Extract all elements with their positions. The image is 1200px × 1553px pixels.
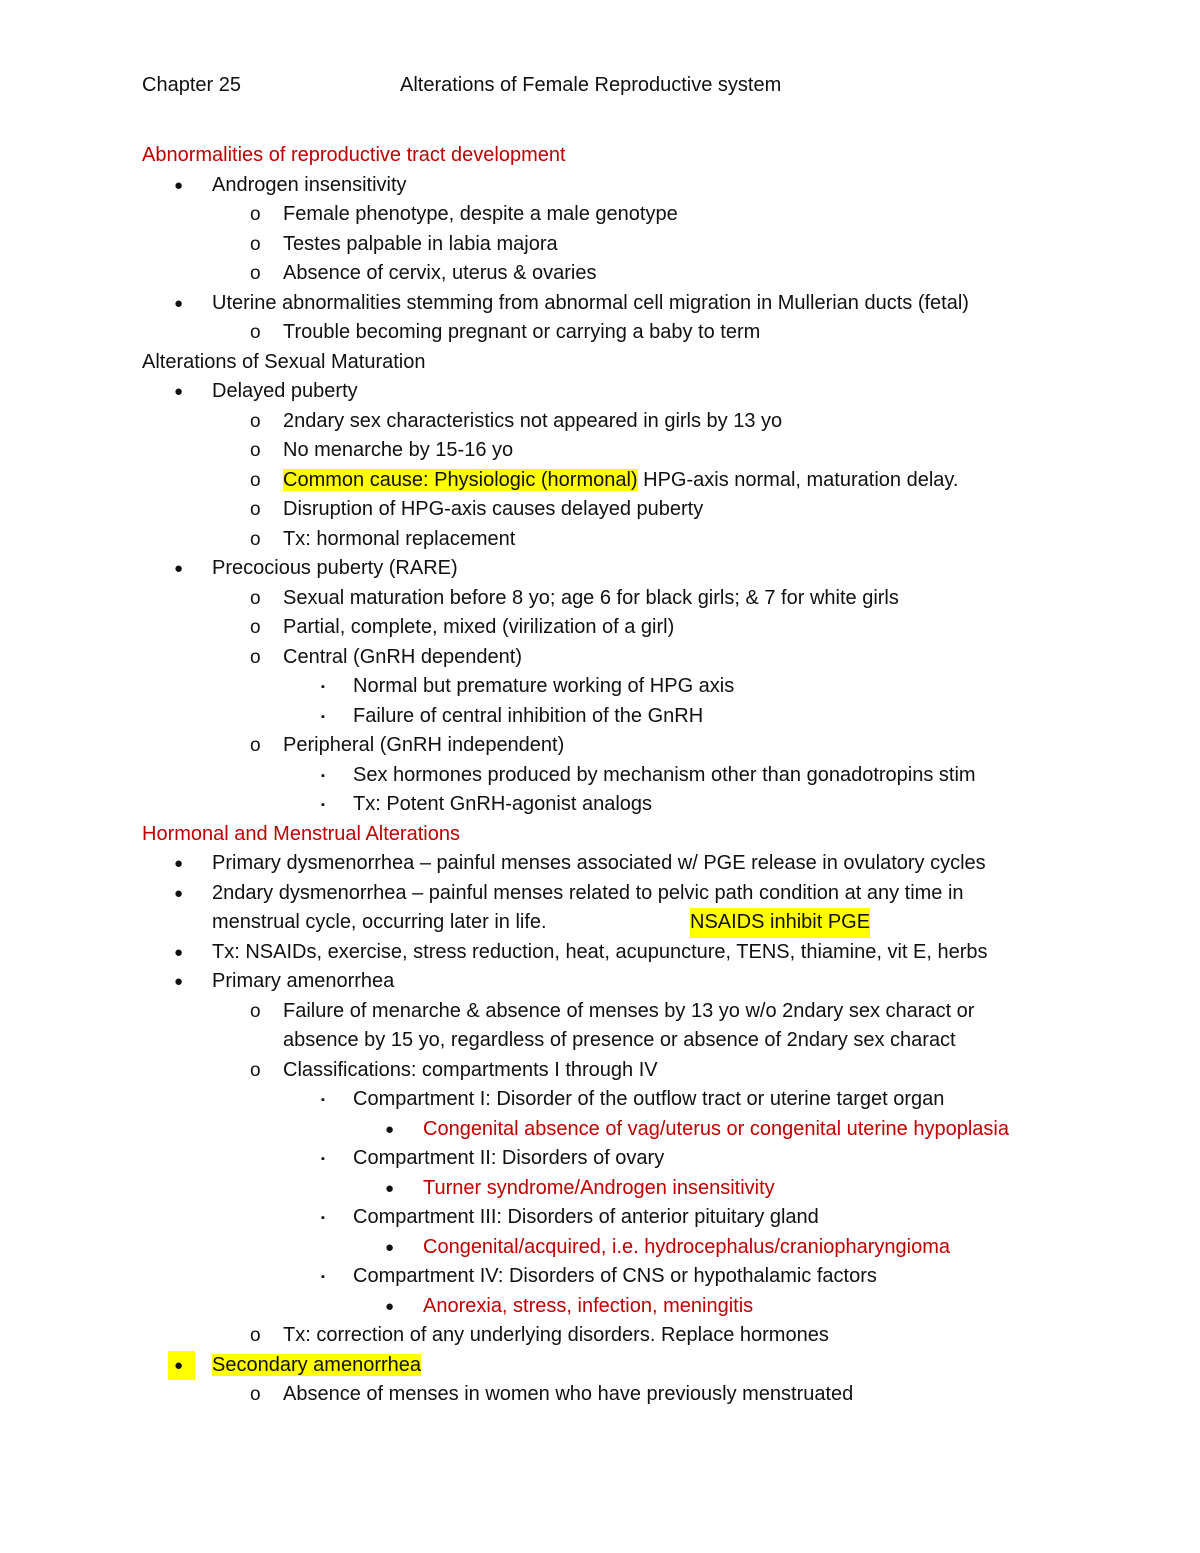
bullet-icon: ▪ — [321, 681, 325, 693]
bullet-icon: ● — [385, 1179, 395, 1197]
line-text: Disruption of HPG-axis causes delayed puberty — [283, 498, 704, 520]
bullet-icon: ▪ — [321, 1271, 325, 1283]
line-text: Secondary amenorrhea — [212, 1353, 422, 1376]
outline-line — [250, 731, 565, 761]
outline-line — [321, 790, 653, 820]
outline-line — [250, 613, 675, 643]
line-text: Hormonal and Menstrual Alterations — [142, 822, 460, 845]
bullet-icon: ▪ — [321, 1212, 325, 1224]
bullet-icon: ● — [174, 943, 184, 961]
bullet-icon: ▪ — [321, 769, 325, 782]
bullet-icon: o — [250, 617, 261, 638]
outline-line — [250, 1056, 658, 1086]
chapter-label: Chapter 25 — [142, 74, 241, 96]
line-text: Turner syndrome/Androgen insensitivity — [423, 1176, 775, 1199]
outline-line — [174, 938, 988, 968]
bullet-icon: ● — [385, 1120, 395, 1138]
line-text: Normal but premature working of HPG axis — [353, 675, 735, 697]
line-text: Compartment III: Disorders of anterior pituitary gland — [353, 1206, 819, 1228]
line-text: Abnormalities of reproductive tract development — [142, 144, 566, 166]
bullet-icon: o — [250, 263, 261, 284]
outline-line — [174, 1351, 422, 1381]
line-text: Congenital/acquired, i.e. hydrocephalus/craniopharyngioma — [423, 1235, 950, 1258]
line-text: Peripheral (GnRH independent) — [283, 734, 565, 756]
outline-line — [321, 1085, 945, 1115]
bullet-icon: ● — [174, 383, 184, 400]
outline-line — [250, 525, 516, 555]
line-text: Anorexia, stress, infection, meningitis — [423, 1294, 754, 1317]
outline-line — [250, 407, 783, 437]
bullet-icon: o — [250, 233, 261, 255]
outline-line — [212, 908, 871, 938]
line-text: Absence of menses in women who have previously menstruated — [283, 1383, 854, 1405]
bullet-icon: o — [250, 1059, 261, 1081]
outline-line — [250, 584, 899, 614]
outline-line — [250, 230, 558, 260]
line-text: Primary amenorrhea — [212, 970, 395, 992]
line-text: Trouble becoming pregnant or carrying a baby to term — [283, 321, 761, 343]
outline-line — [321, 702, 704, 732]
line-text: Common cause: Physiologic (hormonal) — [283, 468, 638, 491]
outline-line — [250, 200, 678, 230]
line-text: Delayed puberty — [212, 380, 358, 402]
outline-line — [321, 1144, 665, 1174]
line-text: Central (GnRH dependent) — [283, 645, 523, 668]
bullet-icon: ● — [174, 884, 184, 902]
bullet-icon: o — [250, 499, 261, 520]
line-text: Compartment IV: Disorders of CNS or hypothalamic factors — [353, 1265, 877, 1287]
outline-line — [321, 1262, 877, 1292]
bullet-icon: o — [250, 646, 261, 668]
bullet-icon: o — [250, 735, 261, 756]
bullet-icon: ● — [174, 855, 184, 872]
outline-line — [174, 554, 458, 584]
outline-line — [385, 1292, 754, 1322]
line-text: Tx: NSAIDs, exercise, stress reduction, heat, acupuncture, TENS, thiamine, vit E, herbs — [212, 940, 988, 963]
outline-line — [142, 348, 426, 378]
bullet-icon: o — [250, 410, 261, 432]
outline-line — [250, 997, 975, 1027]
outline-line — [250, 466, 959, 496]
outline-line — [283, 1026, 956, 1056]
outline-line — [250, 1321, 829, 1351]
line-text: No menarche by 15-16 yo — [283, 439, 514, 461]
line-text: Primary dysmenorrhea – painful menses associated w/ PGE release in ovulatory cycles — [212, 852, 986, 874]
outline-line — [174, 289, 969, 319]
bullet-icon: ● — [385, 1297, 395, 1315]
line-text: Precocious puberty (RARE) — [212, 557, 458, 579]
outline-line — [250, 1380, 854, 1410]
line-text: Congenital absence of vag/uterus or congenital uterine hypoplasia — [423, 1117, 1009, 1140]
bullet-icon: o — [250, 528, 261, 550]
line-text: Partial, complete, mixed (virilization of a girl) — [283, 616, 675, 638]
line-text: absence by 15 yo, regardless of presence or absence of 2ndary sex charact — [283, 1029, 956, 1051]
bullet-icon: o — [250, 1325, 261, 1346]
outline-line — [321, 761, 976, 791]
line-text: Classifications: compartments I through IV — [283, 1058, 658, 1081]
outline-line — [142, 141, 566, 171]
outline-line — [174, 849, 986, 879]
outline-line — [250, 643, 523, 673]
bullet-icon: ● — [174, 973, 184, 990]
bullet-icon: ▪ — [321, 1153, 325, 1165]
bullet-icon: o — [250, 587, 261, 609]
bullet-icon: ● — [174, 560, 184, 577]
bullet-icon: ● — [385, 1238, 395, 1256]
line-text: Androgen insensitivity — [212, 173, 407, 196]
line-text: Failure of central inhibition of the GnRH — [353, 704, 704, 727]
outline-line — [174, 377, 358, 407]
outline-line — [174, 967, 395, 997]
bullet-icon: o — [250, 204, 261, 225]
bullet-icon: o — [250, 1000, 261, 1022]
line-text: HPG-axis normal, maturation delay. — [637, 468, 959, 491]
bullet-icon: ● — [174, 176, 184, 194]
outline-line — [142, 820, 460, 850]
outline-line — [385, 1115, 1009, 1145]
bullet-icon: o — [250, 440, 261, 461]
line-text: Failure of menarche & absence of menses by 13 yo w/o 2ndary sex charact or — [283, 999, 975, 1022]
line-text: 2ndary dysmenorrhea – painful menses related to pelvic path condition at any time in — [212, 881, 964, 904]
outline-line — [385, 1233, 950, 1263]
line-text: Alterations of Sexual Maturation — [142, 350, 426, 373]
outline-line — [250, 436, 514, 466]
line-text: Sex hormones produced by mechanism other than gonadotropins stim — [353, 763, 976, 786]
line-text: Tx: Potent GnRH-agonist analogs — [353, 793, 653, 815]
line-text: Female phenotype, despite a male genotype — [283, 203, 678, 225]
bullet-icon: o — [250, 1384, 261, 1405]
document-title: Alterations of Female Reproductive system — [400, 74, 782, 96]
line-text: Tx: hormonal replacement — [283, 527, 516, 550]
bullet-icon: ● — [168, 1351, 195, 1381]
outline-line — [321, 1203, 819, 1233]
bullet-icon: ▪ — [321, 1094, 325, 1106]
line-text: Compartment II: Disorders of ovary — [353, 1147, 665, 1169]
bullet-icon: o — [250, 469, 261, 491]
outline-line — [174, 879, 964, 909]
bullet-icon: ● — [174, 294, 184, 312]
outline-line — [250, 259, 597, 289]
line-text: Testes palpable in labia majora — [283, 232, 558, 255]
bullet-icon: ▪ — [321, 710, 325, 723]
outline-line — [250, 495, 704, 525]
line-text: NSAIDS inhibit PGE — [690, 908, 870, 938]
outline-line — [250, 318, 761, 348]
line-text: Sexual maturation before 8 yo; age 6 for black girls; & 7 for white girls — [283, 586, 899, 609]
bullet-icon: ▪ — [321, 799, 325, 811]
line-text: Compartment I: Disorder of the outflow tract or uterine target organ — [353, 1088, 945, 1110]
outline-line — [385, 1174, 775, 1204]
line-text: Uterine abnormalities stemming from abnormal cell migration in Mullerian ducts (fetal) — [212, 291, 969, 314]
bullet-icon: o — [250, 322, 261, 343]
line-text: Tx: correction of any underlying disorders. Replace hormones — [283, 1324, 829, 1346]
line-text: menstrual cycle, occurring later in life. — [212, 911, 547, 933]
outline-line — [321, 672, 735, 702]
outline-line — [174, 171, 407, 201]
line-text: 2ndary sex characteristics not appeared in girls by 13 yo — [283, 409, 783, 432]
line-text: Absence of cervix, uterus & ovaries — [283, 262, 597, 284]
